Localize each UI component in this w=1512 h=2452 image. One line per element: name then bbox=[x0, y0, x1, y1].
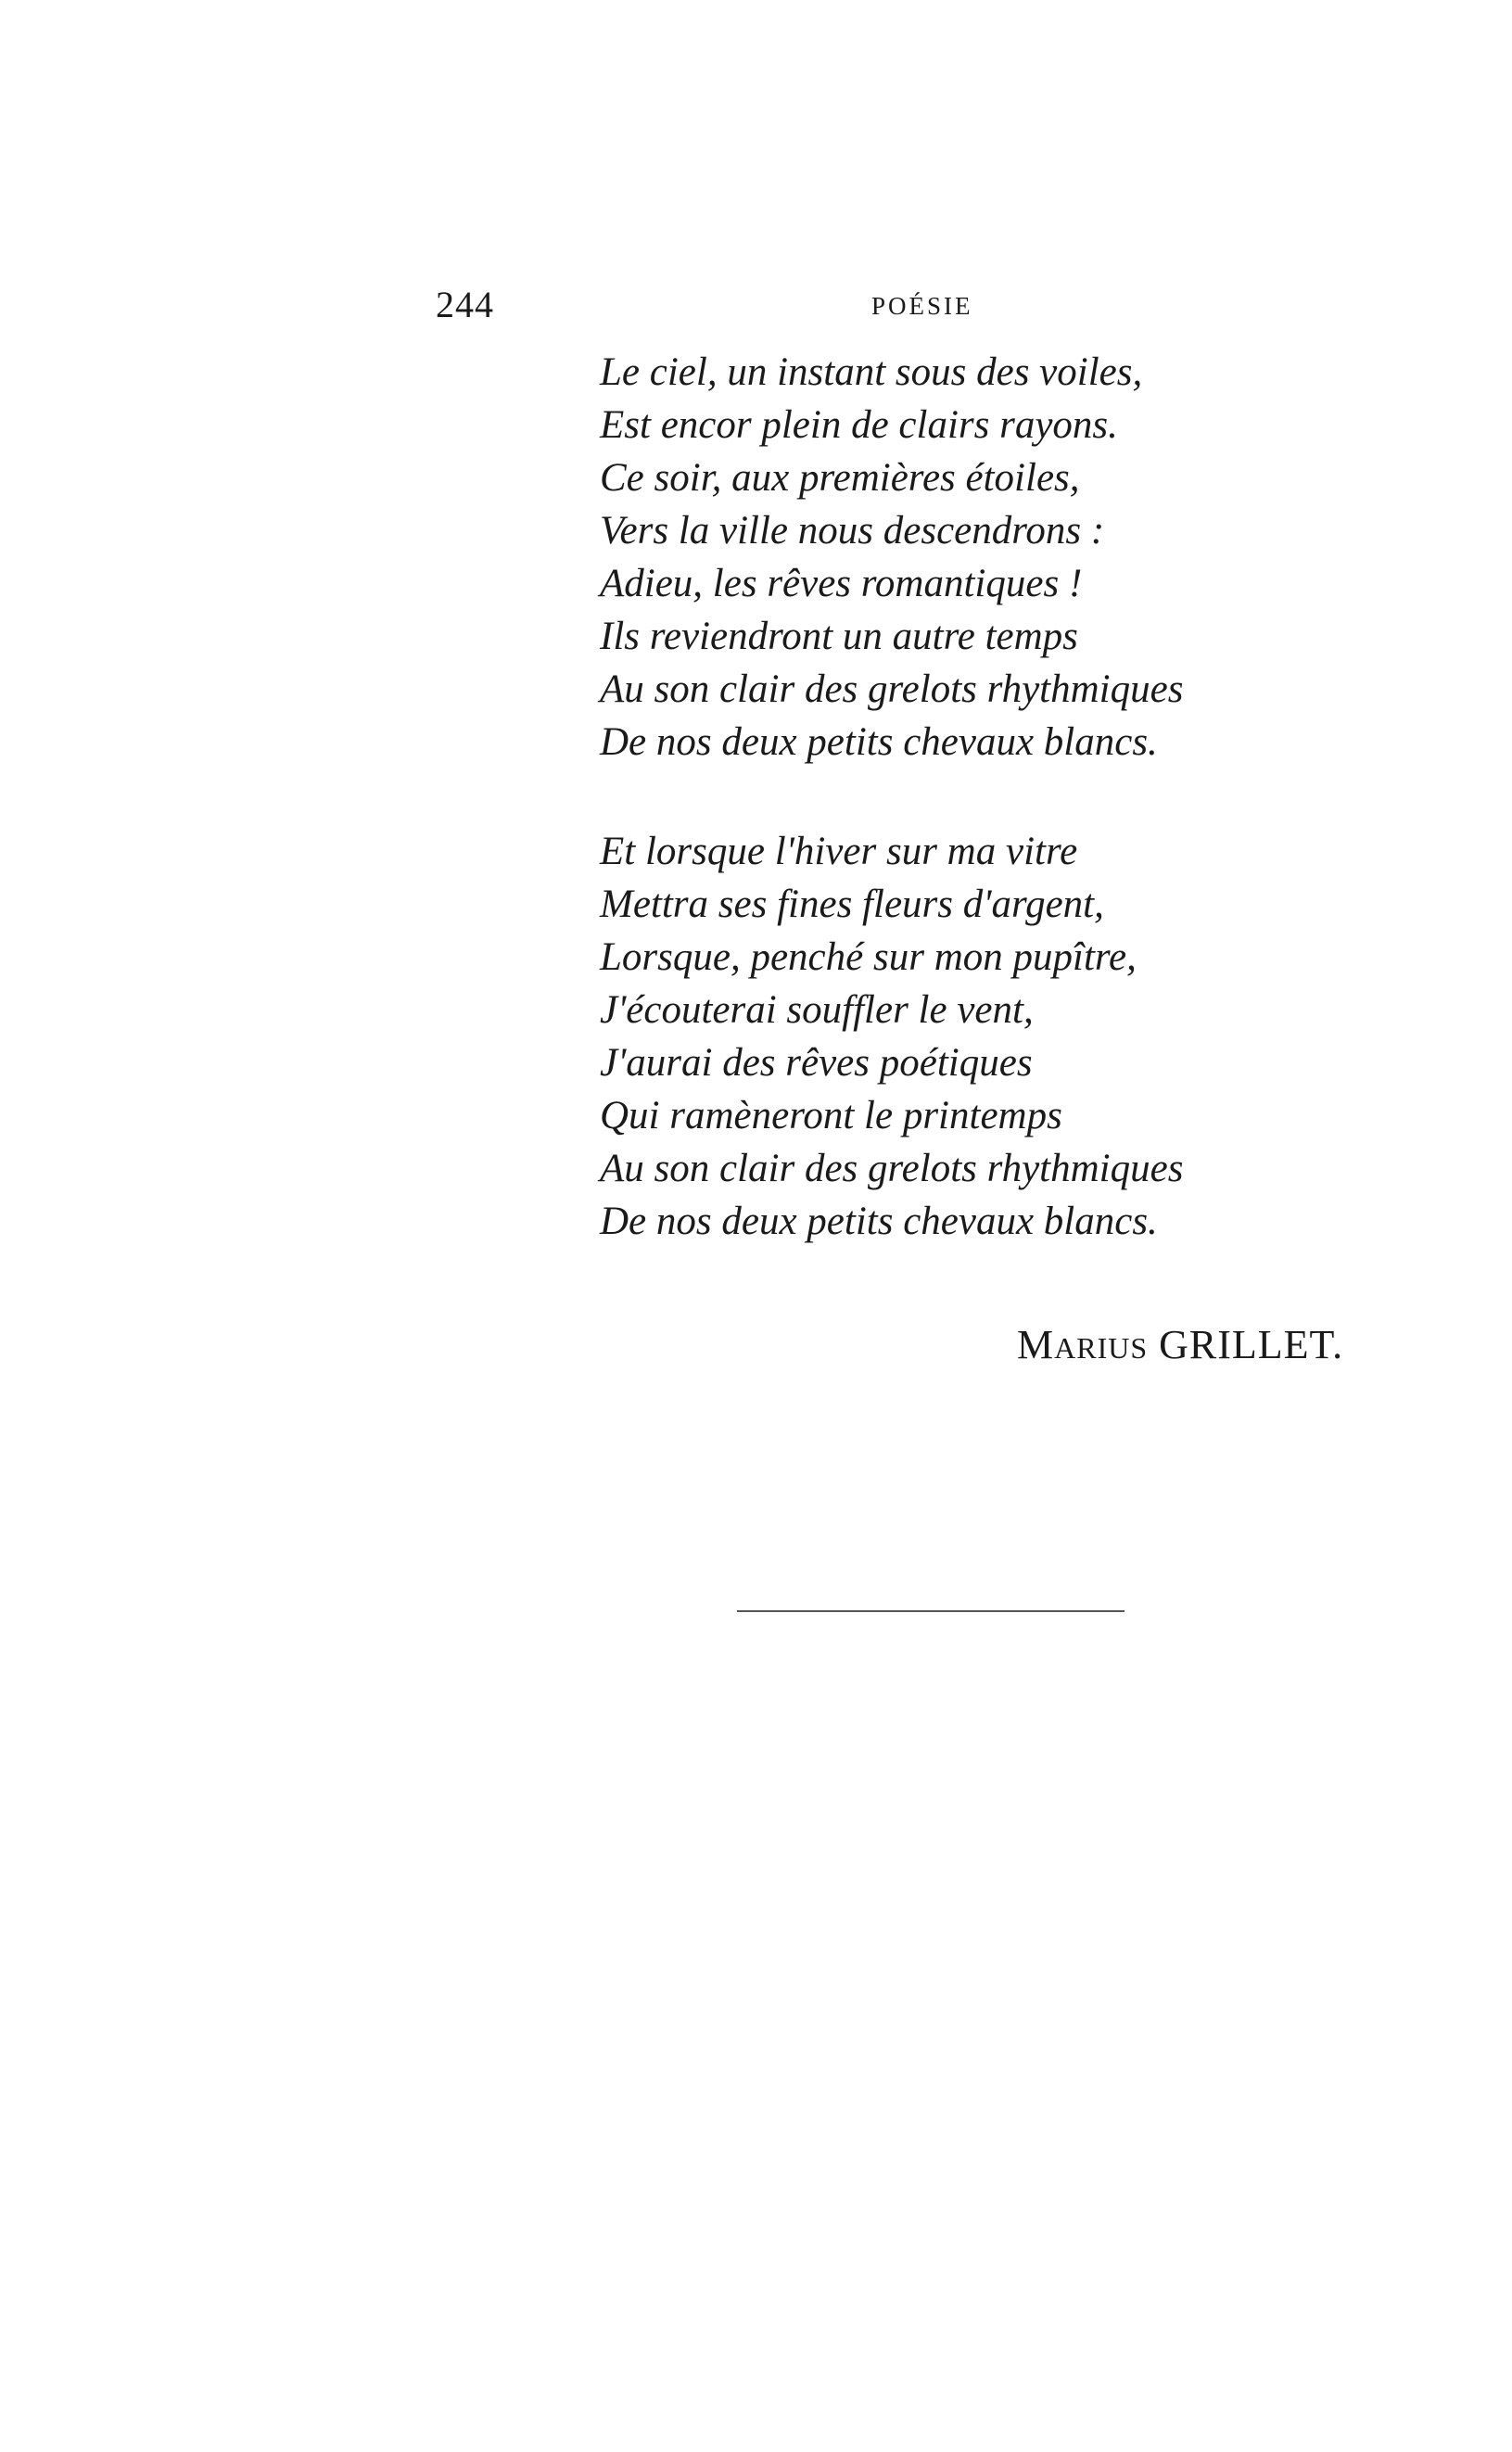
verse-line: Lorsque, penché sur mon pupître, bbox=[600, 935, 1137, 979]
running-title: POÉSIE bbox=[871, 292, 973, 320]
verse-line: J'écouterai souffler le vent, bbox=[600, 988, 1034, 1032]
verse-line: J'aurai des rêves poétiques bbox=[600, 1041, 1033, 1085]
verse-line: Mettra ses fines fleurs d'argent, bbox=[600, 883, 1104, 926]
verse-line: Et lorsque l'hiver sur ma vitre bbox=[600, 830, 1078, 873]
signature-surname: GRILLET. bbox=[1159, 1322, 1344, 1367]
stanza-1 bbox=[600, 346, 1183, 769]
verse-line: De nos deux petits chevaux blancs. bbox=[600, 1200, 1158, 1243]
signature-small-caps: ARIUS bbox=[1054, 1331, 1149, 1365]
signature-initial: M bbox=[1017, 1322, 1055, 1367]
verse-line: Le ciel, un instant sous des voiles, bbox=[600, 350, 1143, 394]
verse-line: Est encor plein de clairs rayons. bbox=[600, 403, 1118, 447]
verse-line: Vers la ville nous descendrons : bbox=[600, 509, 1105, 553]
verse-line: Qui ramèneront le printemps bbox=[600, 1094, 1062, 1137]
verse-line: Au son clair des grelots rhythmiques bbox=[600, 1147, 1184, 1190]
end-rule bbox=[737, 1610, 1124, 1612]
verse-line: Au son clair des grelots rhythmiques bbox=[600, 667, 1184, 711]
verse-line: Ils reviendront un autre temps bbox=[600, 615, 1078, 658]
verse-line: De nos deux petits chevaux blancs. bbox=[600, 720, 1158, 764]
author-signature bbox=[1017, 1321, 1343, 1368]
stanza-2 bbox=[600, 825, 1183, 1248]
page-number: 244 bbox=[436, 284, 494, 325]
verse-line: Adieu, les rêves romantiques ! bbox=[600, 562, 1083, 605]
verse-line: Ce soir, aux premières étoiles, bbox=[600, 456, 1080, 500]
